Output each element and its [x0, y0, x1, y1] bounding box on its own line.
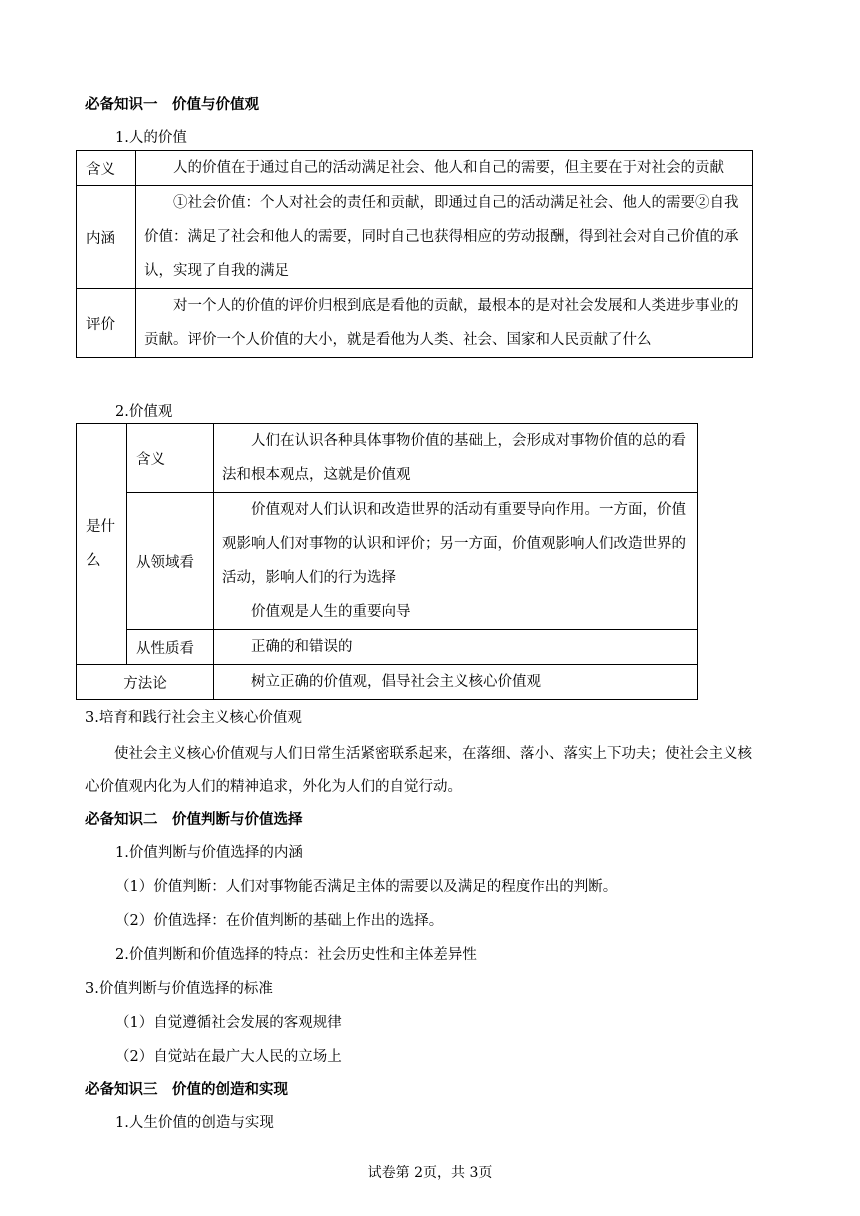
row-text-extra: 价值观是人生的重要向导	[251, 604, 411, 620]
table-row	[77, 493, 698, 630]
section3-sub1: 1.人生价值的创造与实现	[115, 1115, 274, 1131]
section1-heading: 必备知识一 价值与价值观	[85, 96, 259, 113]
section3-heading: 必备知识三 价值的创造和实现	[85, 1081, 288, 1098]
row-label: 从领域看	[127, 493, 214, 630]
section2-heading: 必备知识二 价值判断与价值选择	[85, 811, 303, 828]
table-row	[77, 151, 753, 186]
row-label: 从性质看	[127, 630, 214, 665]
row-label: 含义	[127, 424, 214, 493]
table-row	[77, 665, 698, 700]
table-person-value	[76, 150, 753, 358]
section2-sub3: 3.价值判断与价值选择的标准	[85, 981, 273, 997]
section2-item3: （1）自觉遵循社会发展的客观规律	[115, 1015, 342, 1031]
row-text: 人们在认识各种具体事物价值的基础上，会形成对事物价值的总的看法和根本观点，这就是价值观	[222, 433, 686, 483]
table-row	[77, 424, 698, 493]
section2-item4: （2）自觉站在最广大人民的立场上	[115, 1049, 342, 1065]
row-text: 正确的和错误的	[251, 639, 353, 655]
row-text: 价值观对人们认识和改造世界的活动有重要导向作用。一方面，价值观影响人们对事物的认识和评价；另一方面，价值观影响人们改造世界的活动，影响人们的行为选择	[222, 502, 686, 586]
row-label: 方法论	[77, 665, 214, 700]
section1-sub2: 2.价值观	[115, 404, 173, 420]
group-label: 是什么	[77, 424, 127, 665]
row-text: ①社会价值：个人对社会的责任和贡献，即通过自己的活动满足社会、他人的需要②自我价值：满足了社会和他人的需要，同时自己也获得相应的劳动报酬，得到社会对自己价值的承认，实现了自我的满足	[144, 195, 739, 279]
section2-sub1: 1.价值判断与价值选择的内涵	[115, 845, 303, 861]
row-label: 评价	[77, 289, 136, 358]
section2-item2: （2）价值选择：在价值判断的基础上作出的选择。	[115, 913, 444, 929]
section1-sub3: 3.培育和践行社会主义核心价值观	[85, 710, 302, 726]
section2-item1: （1）价值判断：人们对事物能否满足主体的需要以及满足的程度作出的判断。	[115, 879, 618, 895]
table-values	[76, 423, 698, 700]
table-row	[77, 289, 753, 358]
row-label: 内涵	[77, 186, 136, 289]
row-text: 树立正确的价值观，倡导社会主义核心价值观	[251, 674, 541, 690]
table-row	[77, 630, 698, 665]
page-footer: 试卷第 2页，共 3页	[367, 1165, 493, 1181]
section1-sub1: 1.人的价值	[115, 130, 187, 146]
row-text: 人的价值在于通过自己的活动满足社会、他人和自己的需要，但主要在于对社会的贡献	[173, 160, 724, 176]
table-row	[77, 186, 753, 289]
section2-sub2: 2.价值判断和价值选择的特点：社会历史性和主体差异性	[115, 947, 477, 963]
row-text: 对一个人的价值的评价归根到底是看他的贡献，最根本的是对社会发展和人类进步事业的贡献。评价一个人价值的大小，就是看他为人类、社会、国家和人民贡献了什么	[144, 298, 739, 348]
row-label: 含义	[77, 151, 136, 186]
section1-paragraph: 使社会主义核心价值观与人们日常生活紧密联系起来，在落细、落小、落实上下功夫；使社会主义核心价值观内化为人们的精神追求，外化为人们的自觉行动。	[85, 746, 752, 795]
